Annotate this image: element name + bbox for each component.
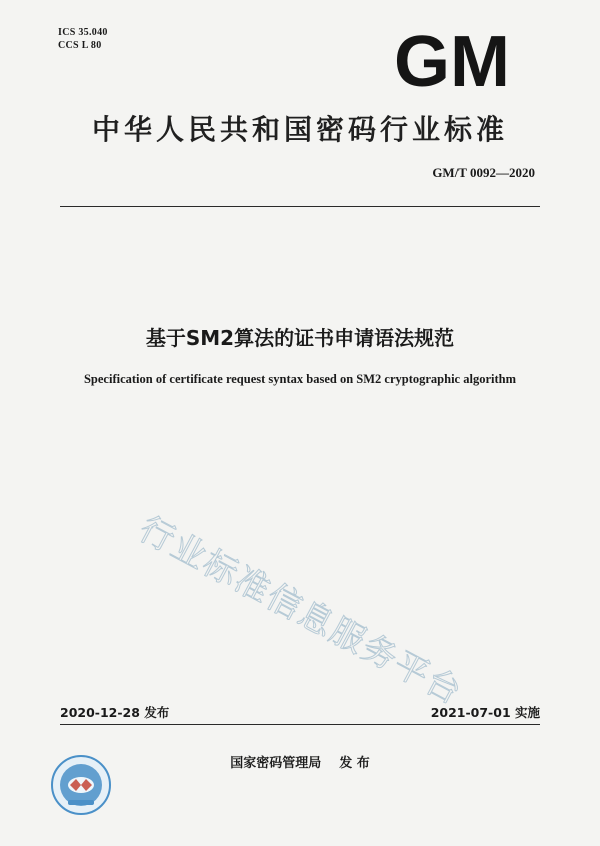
logo-text: GM bbox=[394, 31, 510, 89]
standard-number: GM/T 0092—2020 bbox=[432, 165, 535, 180]
publisher-action: 发 布 bbox=[339, 756, 370, 771]
publisher-name: 国家密码管理局 bbox=[230, 756, 322, 771]
gm-logo bbox=[392, 31, 512, 89]
ccs-code: CCS L 80 bbox=[58, 40, 102, 51]
effective-date: 2021-07-01 实施 bbox=[430, 705, 540, 720]
classification-codes bbox=[58, 26, 108, 52]
publisher-line bbox=[60, 752, 540, 771]
watermark-text: 行业标准信息服务平台 bbox=[132, 509, 470, 714]
publish-date: 2020-12-28 发布 bbox=[60, 705, 170, 720]
organization-name: 中华人民共和国密码行业标准 bbox=[91, 113, 508, 146]
document-title-chinese: 基于SM2算法的证书申请语法规范 bbox=[145, 326, 455, 350]
top-divider bbox=[60, 206, 540, 207]
platform-seal-icon bbox=[50, 754, 112, 816]
document-title-english: Specification of certificate request syntax based on SM2 cryptographic algorithm bbox=[83, 372, 516, 386]
bottom-divider bbox=[60, 724, 540, 725]
ics-code: ICS 35.040 bbox=[58, 27, 108, 38]
